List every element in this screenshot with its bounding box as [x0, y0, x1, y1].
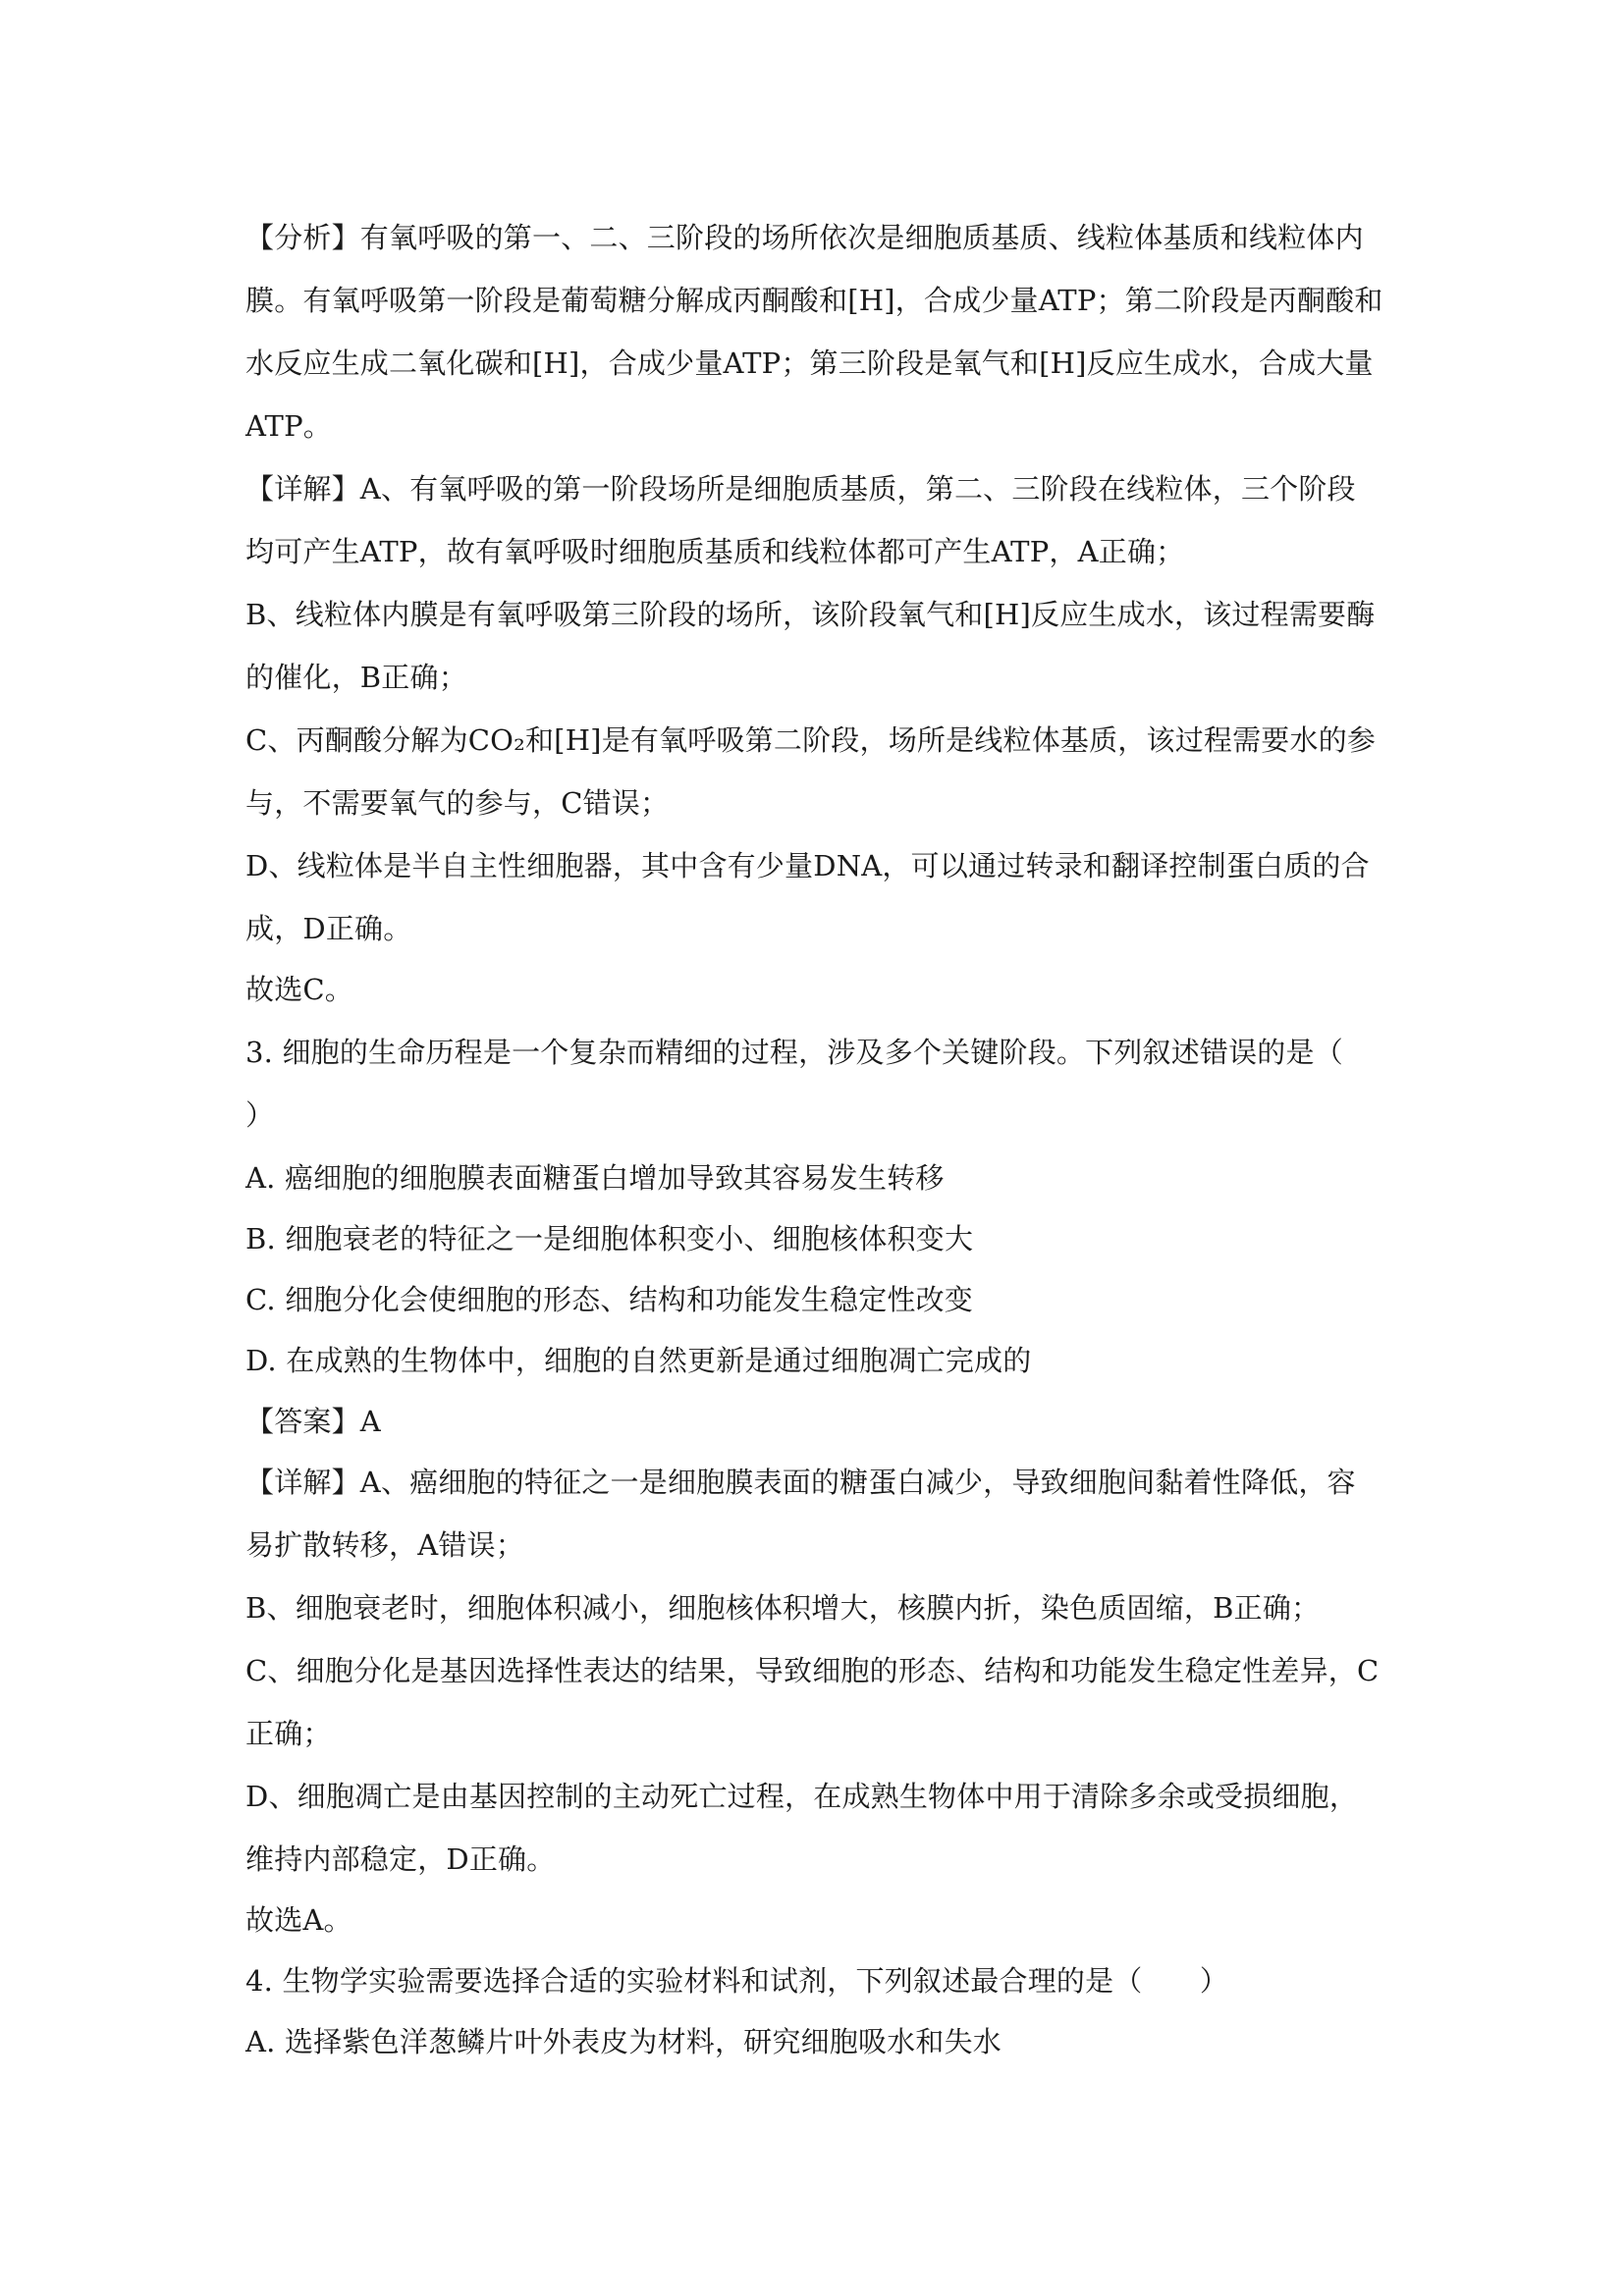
detail-line-4: C、细胞分化是基因选择性表达的结果，导致细胞的形态、结构和功能发生稳定性差异，C	[245, 1654, 1380, 1687]
detail-conclusion-line: 故选A。	[245, 1903, 352, 1937]
detail-line-5: 正确；	[245, 1717, 332, 1750]
explanation-line-7: D、线粒体是半自主性细胞器，其中含有少量DNA，可以通过转录和翻译控制蛋白质的合	[245, 849, 1370, 882]
question-4-option-a: A. 选择紫色洋葱鳞片叶外表皮为材料，研究细胞吸水和失水	[245, 2025, 1001, 2058]
explanation-line-8: 成，D正确。	[245, 912, 412, 945]
conclusion-line: 故选C。	[245, 973, 353, 1006]
analysis-line-2: 膜。有氧呼吸第一阶段是葡萄糖分解成丙酮酸和[H]，合成少量ATP；第二阶段是丙酮酸和	[245, 284, 1383, 317]
question-3-option-b: B. 细胞衰老的特征之一是细胞体积变小、细胞核体积变大	[245, 1222, 974, 1255]
question-4-stem: 4. 生物学实验需要选择合适的实验材料和试剂，下列叙述最合理的是（ ）	[245, 1964, 1229, 1998]
question-3-option-c: C. 细胞分化会使细胞的形态、结构和功能发生稳定性改变	[245, 1283, 973, 1316]
answer-line: 【答案】A	[245, 1405, 381, 1438]
detail-line-6: D、细胞凋亡是由基因控制的主动死亡过程，在成熟生物体中用于清除多余或受损细胞，	[245, 1780, 1359, 1813]
explanation-line-2: 均可产生ATP，故有氧呼吸时细胞质基质和线粒体都可产生ATP，A正确；	[245, 535, 1185, 568]
analysis-line-1: 【分析】有氧呼吸的第一、二、三阶段的场所依次是细胞质基质、线粒体基质和线粒体内	[245, 221, 1364, 254]
analysis-line-4: ATP。	[245, 409, 333, 443]
detail-line-2: 易扩散转移，A错误；	[245, 1528, 524, 1562]
explanation-line-4: 的催化，B正确；	[245, 661, 467, 694]
detail-line-7: 维持内部稳定，D正确。	[245, 1842, 556, 1876]
explanation-line-3: B、线粒体内膜是有氧呼吸第三阶段的场所，该阶段氧气和[H]反应生成水，该过程需要酶	[245, 598, 1376, 631]
explanation-line-5: C、丙酮酸分解为CO₂和[H]是有氧呼吸第二阶段，场所是线粒体基质，该过程需要水的参	[245, 723, 1377, 757]
detail-line-1: 【详解】A、癌细胞的特征之一是细胞膜表面的糖蛋白减少，导致细胞间黏着性降低，容	[245, 1466, 1356, 1499]
analysis-line-3: 水反应生成二氧化碳和[H]，合成少量ATP；第三阶段是氧气和[H]反应生成水，合成大量	[245, 347, 1374, 380]
question-3-option-d: D. 在成熟的生物体中，细胞的自然更新是通过细胞凋亡完成的	[245, 1344, 1032, 1377]
explanation-line-1: 【详解】A、有氧呼吸的第一阶段场所是细胞质基质，第二、三阶段在线粒体，三个阶段	[245, 472, 1356, 506]
question-3-stem-2: ）	[245, 1098, 275, 1132]
detail-line-3: B、细胞衰老时，细胞体积减小，细胞核体积增大，核膜内折，染色质固缩，B正确；	[245, 1591, 1321, 1625]
question-3-stem-1: 3. 细胞的生命历程是一个复杂而精细的过程，涉及多个关键阶段。下列叙述错误的是（	[245, 1036, 1343, 1069]
question-3-option-a: A. 癌细胞的细胞膜表面糖蛋白增加导致其容易发生转移	[245, 1161, 945, 1195]
explanation-line-6: 与，不需要氧气的参与，C错误；	[245, 786, 670, 820]
